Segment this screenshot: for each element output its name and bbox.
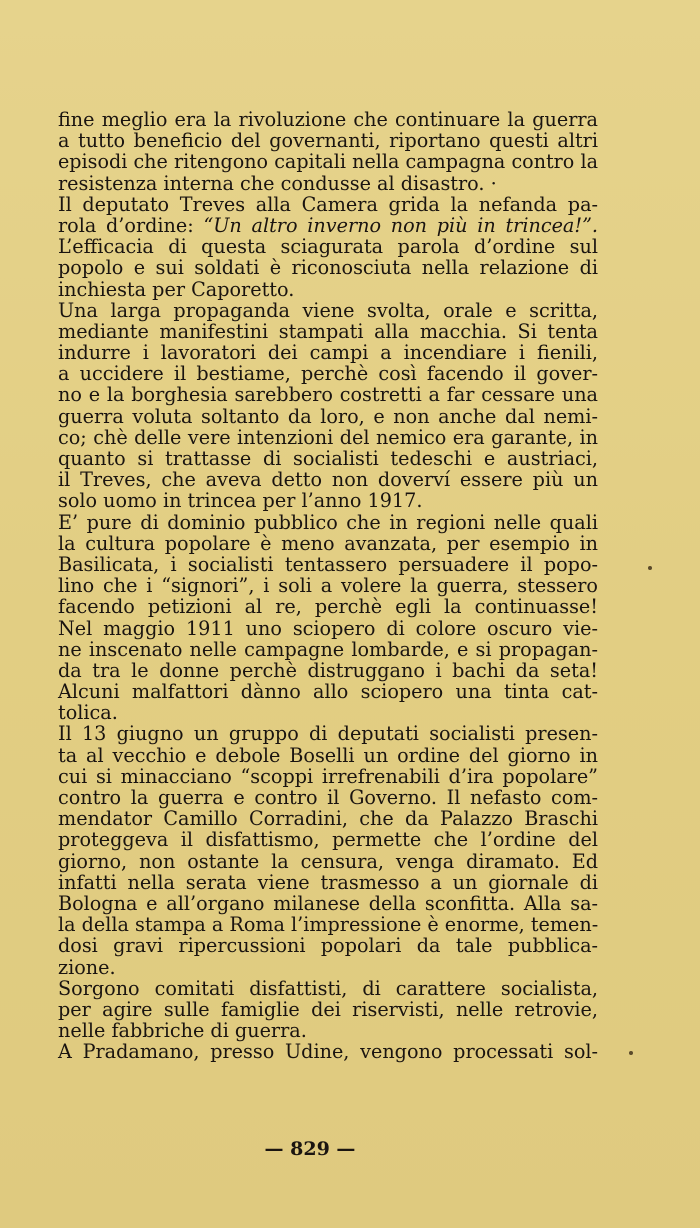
- text-line: cui si minacciano “scoppi irrefrenabili d’ira popolare”: [58, 764, 598, 788]
- page-number: — 829 —: [264, 1138, 356, 1160]
- text-line: guerra voluta soltanto da loro, e non anche dal nemi-: [58, 404, 598, 428]
- text-line: da tra le donne perchè distruggano i bachi da seta!: [58, 658, 598, 682]
- text-line: indurre i lavoratori dei campi a incendiare i fienili,: [58, 341, 598, 365]
- text-line: a tutto beneficio del governanti, riportano questi altri: [58, 129, 598, 153]
- text-line: Il 13 giugno un gruppo di deputati socialisti presen-: [58, 722, 598, 746]
- text-line: co; chè delle vere intenzioni del nemico era garante, in: [58, 425, 598, 449]
- text-line: mendator Camillo Corradini, che da Palazzo Braschi: [58, 807, 598, 831]
- text-line: resistenza interna che condusse al disastro. ·: [58, 171, 497, 195]
- text-line: Una larga propaganda viene svolta, orale e scritta,: [58, 298, 598, 322]
- text-line: solo uomo in trincea per l’anno 1917.: [58, 489, 423, 513]
- text-line: la cultura popolare è meno avanzata, per esempio in: [58, 531, 598, 555]
- text-line-italic: “Un altro inverno non più in trincea!”.: [203, 213, 598, 237]
- text-line: giorno, non ostante la censura, venga diramato. Ed: [58, 849, 598, 873]
- text-line: nelle fabbriche di guerra.: [58, 1019, 307, 1043]
- text-line: proteggeva il disfattismo, permette che l’ordine del: [58, 828, 598, 852]
- text-line-plain: rola d’ordine:: [58, 213, 204, 237]
- text-line: contro la guerra e contro il Governo. Il nefasto com-: [58, 786, 598, 809]
- text-line: mediante manifestini stampati alla macchia. Si tenta: [58, 319, 598, 343]
- text-line: tolica.: [58, 701, 118, 725]
- text-line: Il deputato Treves alla Camera grida la nefanda pa-: [58, 192, 598, 216]
- text-line: Sorgono comitati disfattisti, di carattere socialista,: [58, 976, 598, 1000]
- text-line: episodi che ritengono capitali nella campagna contro la: [58, 150, 598, 174]
- text-line: Nel maggio 1911 uno sciopero di colore oscuro vie-: [58, 616, 598, 640]
- paper-speck: [648, 566, 652, 570]
- text-line: ta al vecchio e debole Boselli un ordine del giorno in: [58, 743, 598, 767]
- text-line: Alcuni malfattori dànno allo sciopero una tinta cat-: [58, 680, 598, 704]
- text-line: dosi gravi ripercussioni popolari da tale pubblica-: [58, 934, 598, 958]
- text-line: a uccidere il bestiame, perchè così facendo il gover-: [58, 362, 598, 386]
- text-line: la della stampa a Roma l’impressione è enorme, temen-: [58, 913, 599, 937]
- text-line: E’ pure di dominio pubblico che in regioni nelle quali: [58, 510, 598, 534]
- text-line: inchiesta per Caporetto.: [58, 277, 295, 301]
- text-line: [58, 215, 598, 236]
- text-line: ne inscenato nelle campagne lombarde, e si propagan-: [58, 637, 598, 661]
- text-line: Basilicata, i socialisti tentassero persuadere il popo-: [58, 552, 598, 576]
- text-line: L’efficacia di questa sciagurata parola d’ordine sul: [58, 235, 598, 259]
- text-line: lino che i “signori”, i soli a volere la guerra, stessero: [58, 574, 598, 598]
- text-line: A Pradamano, presso Udine, vengono processati sol-: [58, 1040, 598, 1064]
- paper-speck: [629, 1051, 633, 1055]
- text-line: no e la borghesia sarebbero costretti a far cessare una: [58, 383, 598, 407]
- text-line: per agire sulle famiglie dei riservisti, nelle retrovie,: [58, 997, 598, 1021]
- text-line: fine meglio era la rivoluzione che continuare la guerra: [58, 108, 598, 131]
- text-line: infatti nella serata viene trasmesso a un giornale di: [58, 870, 598, 894]
- page-body-text: [58, 109, 598, 1062]
- text-line: popolo e sui soldati è riconosciuta nella relazione di: [58, 256, 598, 280]
- text-line: quanto si trattasse di socialisti tedeschi e austriaci,: [58, 447, 598, 470]
- text-line: zione.: [58, 955, 116, 979]
- text-line: Bologna e all’organo milanese della sconfitta. Alla sa-: [58, 891, 598, 915]
- text-line: facendo petizioni al re, perchè egli la continuasse!: [58, 595, 598, 619]
- text-line: il Treves, che aveva detto non doverví essere più un: [58, 468, 598, 492]
